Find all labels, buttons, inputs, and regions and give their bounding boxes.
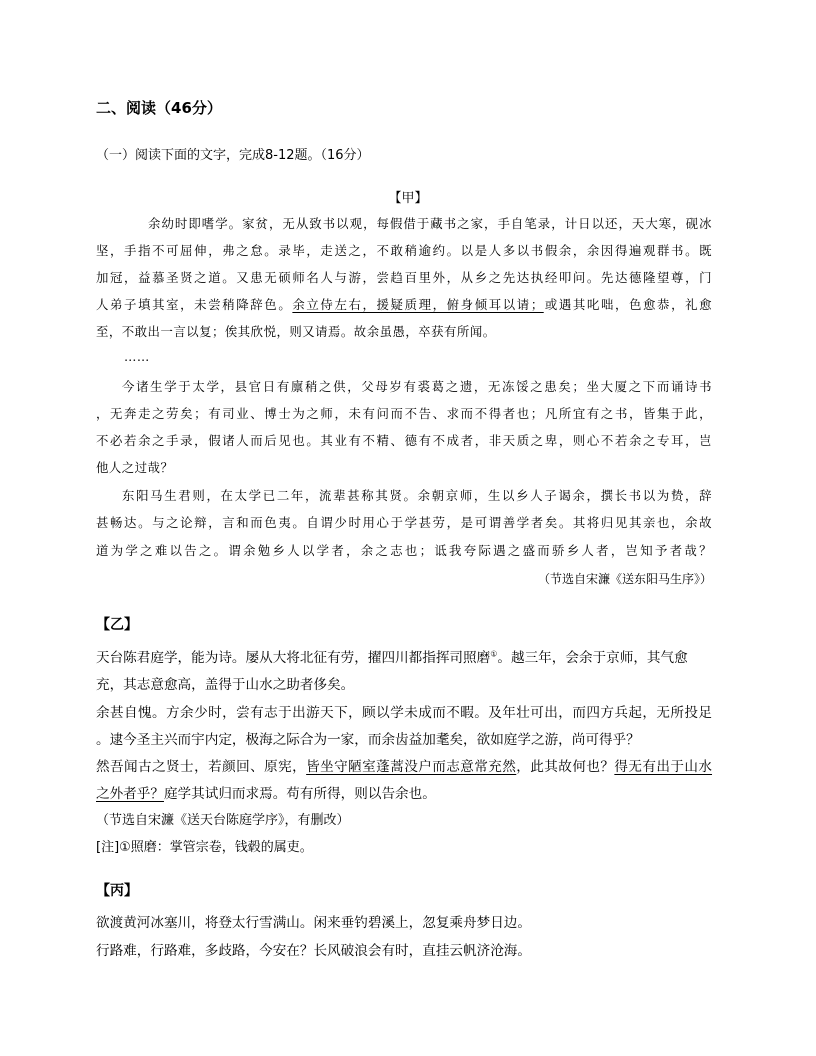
yi-text: 。越三年，会余于京师，其气愈 xyxy=(497,650,688,666)
yi-line: 。逮今圣主兴而宇内定，极海之际合为一家，而余齿益加耄矣，欲如庭学之游，尚可得乎？ xyxy=(96,732,640,748)
bing-line: 行路难，行路难，多歧路，今安在？长风破浪会有时，直挂云帆济沧海。 xyxy=(96,943,531,959)
yi-line xyxy=(96,782,436,802)
jia-line: ，无奔走之劳矣；有司业、博士为之师，未有问而不告、求而不得者也；凡所宜有之书，皆集于此， xyxy=(96,406,712,421)
jia-source: （节选自宋濂《送东阳马生序》） xyxy=(537,572,712,586)
jia-header: 【甲】 xyxy=(388,191,428,206)
jia-text: 人弟子填其室，未尝稍降辞色。 xyxy=(96,297,293,312)
yi-underlined-text: 得无有出于山水 xyxy=(614,759,713,775)
bing-header: 【丙】 xyxy=(96,883,138,899)
yi-text: 天台陈君庭学，能为诗。屡从大将北征有劳，擢四川都指挥司照磨 xyxy=(96,650,491,666)
yi-line: 余甚自愧。方余少时，尝有志于出游天下，顾以学未成而不暇。及年壮可出，而四方兵起，无所投足 xyxy=(96,705,712,721)
jia-line: …… xyxy=(124,349,150,364)
jia-line: 不必若余之手录，假诸人而后见也。其业有不精、德有不成者，非天质之卑，则心不若余之专耳，岂 xyxy=(96,433,712,448)
jia-line: 加冠，益慕圣贤之道。又患无硕师名人与游，尝趋百里外，从乡之先达执经叩问。先达德隆望尊，门 xyxy=(96,270,712,285)
jia-line xyxy=(96,295,712,313)
yi-text: ，此其故何也？ xyxy=(516,759,615,775)
yi-line: 充，其志意愈高，盖得于山水之助者侈矣。 xyxy=(96,677,355,693)
jia-line: 甚畅达。与之论辩，言和而色夷。自谓少时用心于学甚劳，是可谓善学者矣。其将归见其亲也，余故 xyxy=(96,515,712,530)
yi-underlined-text: 之外者乎？ xyxy=(96,786,164,802)
jia-line: 东阳马生君则，在太学已二年，流辈甚称其贤。余朝京师，生以乡人子谒余，撰长书以为贽，辞 xyxy=(122,488,712,503)
yi-line xyxy=(96,755,712,775)
yi-source: （节选自宋濂《送天台陈庭学序》，有删改） xyxy=(96,813,350,828)
jia-line: 今诸生学于太学，县官日有廪稍之供，父母岁有裘葛之遗，无冻馁之患矣；坐大厦之下而诵诗书 xyxy=(122,379,712,394)
footnote-marker: ① xyxy=(490,649,498,659)
jia-line: 道为学之难以告之。谓余勉乡人以学者，余之志也；诋我夸际遇之盛而骄乡人者，岂知予者哉？ xyxy=(96,543,712,558)
jia-line: 余幼时即嗜学。家贫，无从致书以观，每假借于藏书之家，手自笔录，计日以还，天大寒，砚冰 xyxy=(148,216,712,231)
yi-line xyxy=(96,646,688,666)
yi-header: 【乙】 xyxy=(96,617,138,633)
jia-underlined-text: 余立侍左右，援疑质理，俯身倾耳以请； xyxy=(292,297,544,312)
jia-line: 至，不敢出一言以复；俟其欣悦，则又请焉。故余虽愚，卒获有所闻。 xyxy=(96,324,496,339)
jia-line: 坚，手指不可屈伸，弗之怠。录毕，走送之，不敢稍逾约。以是人多以书假余，余因得遍观群书。既 xyxy=(96,243,712,258)
jia-line: 他人之过哉？ xyxy=(96,460,174,475)
jia-text: 或遇其叱咄，色愈恭，礼愈 xyxy=(543,297,713,312)
yi-text: 然吾闻古之贤士，若颜回、原宪， xyxy=(96,759,307,775)
yi-note: [注]①照磨：掌管宗卷，钱毂的属吏。 xyxy=(96,840,313,855)
yi-underlined-text: 皆坐守陋室蓬蒿没户而志意常充然 xyxy=(306,759,517,775)
section-title: 二、阅读（46分） xyxy=(96,99,222,117)
yi-text: 庭学其试归而求焉。苟有所得，则以告余也。 xyxy=(163,786,436,802)
sub-title: （一）阅读下面的文字，完成8-12题。（16分） xyxy=(96,148,370,163)
bing-line: 欲渡黄河冰塞川，将登太行雪满山。闲来垂钓碧溪上，忽复乘舟梦日边。 xyxy=(96,915,531,931)
